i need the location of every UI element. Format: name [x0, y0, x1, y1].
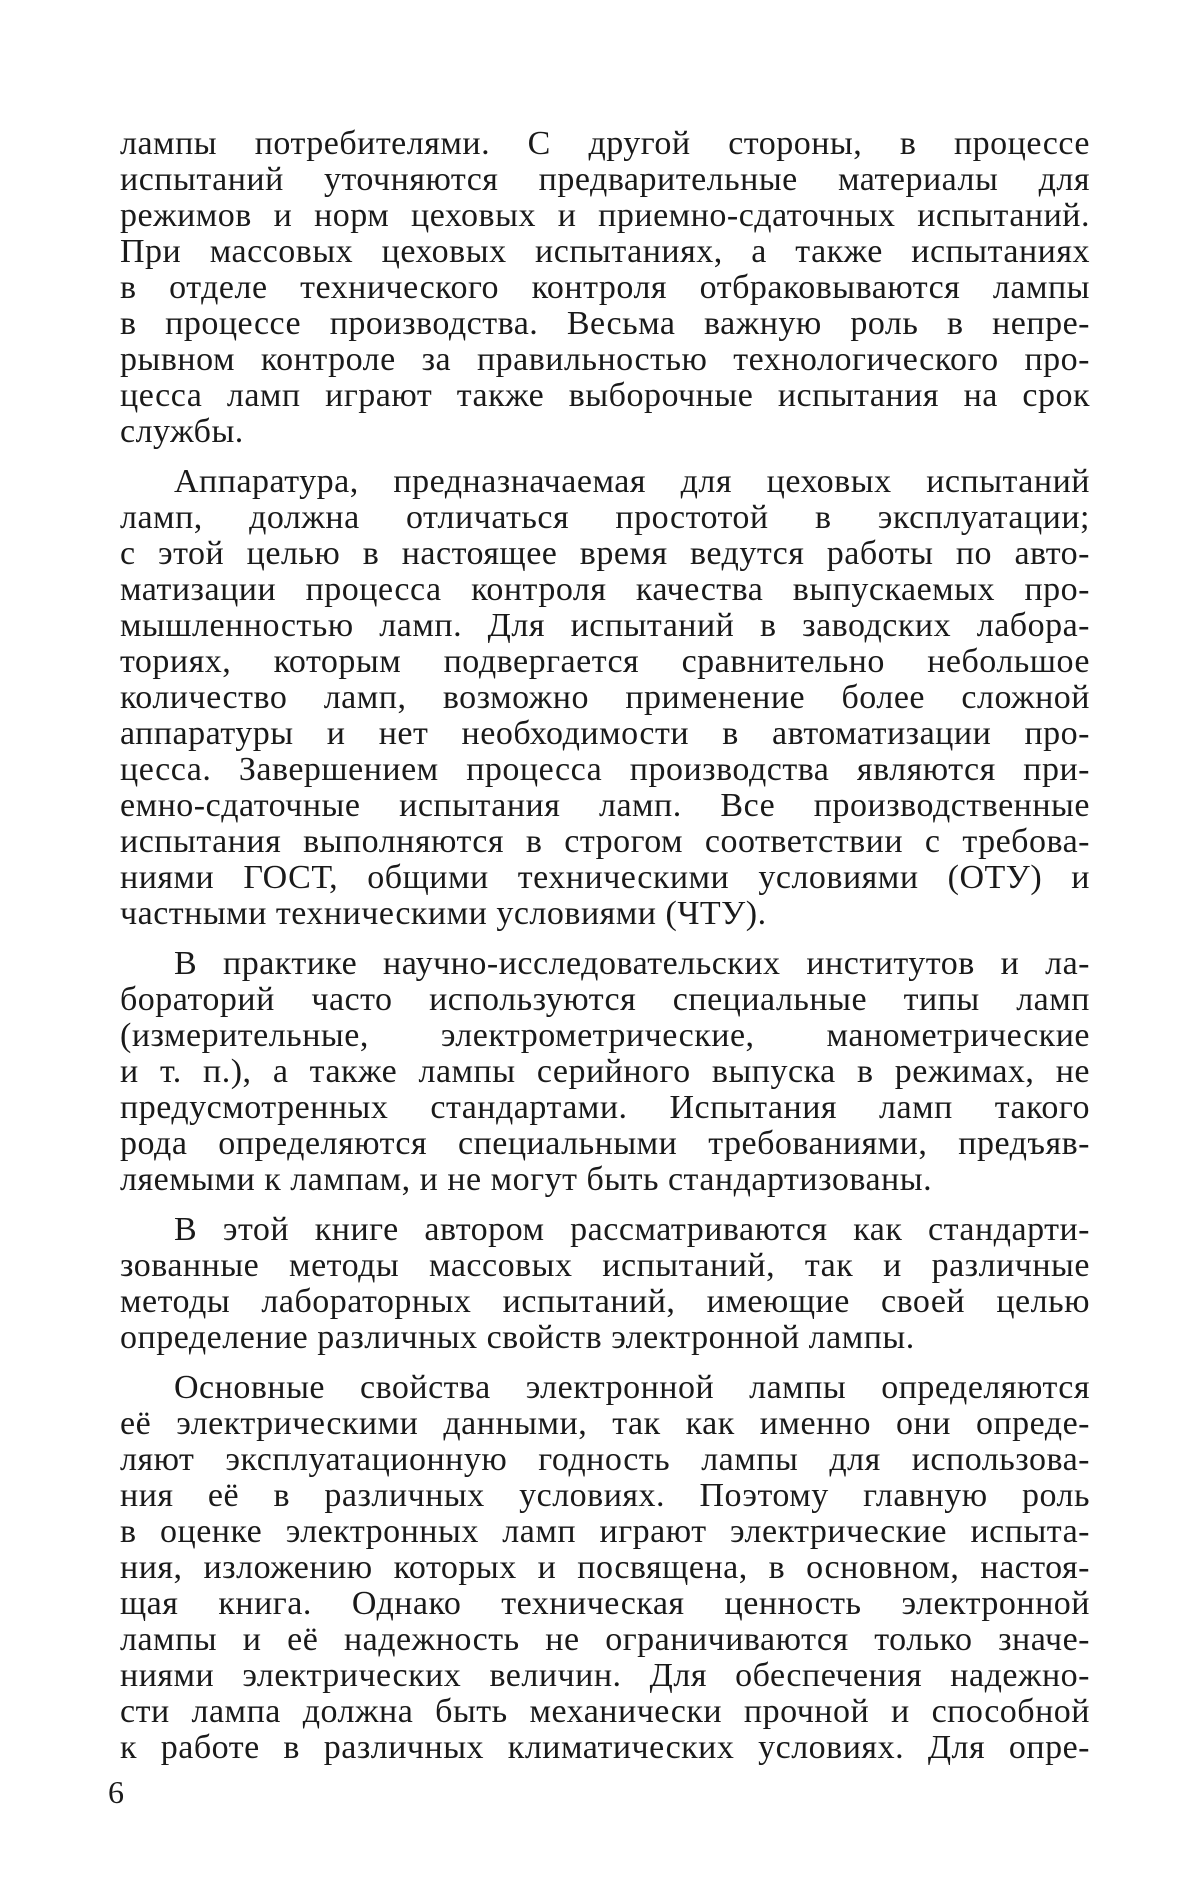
page-number: 6	[108, 1774, 124, 1810]
text-line: бораторий часто используются специальные типы ламп	[120, 981, 1090, 1018]
text-line: сти лампа должна быть механически прочной и способной	[120, 1693, 1090, 1730]
text-line: в оценке электронных ламп играют электрические испыта-	[120, 1513, 1090, 1550]
text-line: ниями электрических величин. Для обеспечения надежно-	[120, 1657, 1090, 1694]
text-line: ляемыми к лампам, и не могут быть стандартизованы.	[120, 1161, 933, 1198]
text-line: При массовых цеховых испытаниях, а также испытаниях	[120, 233, 1090, 270]
text-line: в отделе технического контроля отбраковываются лампы	[120, 269, 1090, 306]
text-line: испытания выполняются в строгом соответствии с требова-	[120, 823, 1090, 860]
text-line: ниями ГОСТ, общими техническими условиями (ОТУ) и	[120, 859, 1090, 896]
text-line: зованные методы массовых испытаний, так и различные	[120, 1247, 1090, 1284]
page-body	[120, 126, 1090, 1766]
text-line: службы.	[120, 413, 244, 450]
text-line: (измерительные, электрометрические, манометрические	[120, 1017, 1090, 1054]
paragraph-4	[120, 1212, 1090, 1356]
text-line: В этой книге автором рассматриваются как стандарти-	[174, 1211, 1090, 1248]
text-line: и т. п.), а также лампы серийного выпуска в режимах, не	[120, 1053, 1090, 1090]
text-line: щая книга. Однако техническая ценность электронной	[120, 1585, 1090, 1622]
text-line: В практике научно-исследовательских институтов и ла-	[174, 945, 1090, 982]
paragraph-5	[120, 1370, 1090, 1766]
text-line: Аппаратура, предназначаемая для цеховых испытаний	[174, 463, 1090, 500]
text-line: методы лабораторных испытаний, имеющие своей целью	[120, 1283, 1090, 1320]
paragraph-3	[120, 946, 1090, 1198]
text-line: ляют эксплуатационную годность лампы для использова-	[120, 1441, 1090, 1478]
paragraph-2	[120, 464, 1090, 932]
text-line: ния её в различных условиях. Поэтому главную роль	[120, 1477, 1090, 1514]
text-line: в процессе производства. Весьма важную роль в непре-	[120, 305, 1090, 342]
text-line: её электрическими данными, так как именно они опреде-	[120, 1405, 1090, 1442]
text-line: к работе в различных климатических условиях. Для опре-	[120, 1729, 1090, 1766]
text-line: ториях, которым подвергается сравнительно небольшое	[120, 643, 1090, 680]
text-line: определение различных свойств электронной лампы.	[120, 1319, 915, 1356]
text-line: мышленностью ламп. Для испытаний в заводских лабора-	[120, 607, 1090, 644]
text-line: лампы потребителями. С другой стороны, в процессе	[120, 125, 1090, 162]
text-line: испытаний уточняются предварительные материалы для	[120, 161, 1090, 198]
text-line: Основные свойства электронной лампы определяются	[174, 1369, 1090, 1406]
text-line: ния, изложению которых и посвящена, в основном, настоя-	[120, 1549, 1090, 1586]
text-line: лампы и её надежность не ограничиваются только значе-	[120, 1621, 1090, 1658]
text-line: режимов и норм цеховых и приемно-сдаточных испытаний.	[120, 197, 1090, 234]
text-line: матизации процесса контроля качества выпускаемых про-	[120, 571, 1090, 608]
text-line: рода определяются специальными требованиями, предъяв-	[120, 1125, 1090, 1162]
text-line: с этой целью в настоящее время ведутся работы по авто-	[120, 535, 1090, 572]
text-line: количество ламп, возможно применение более сложной	[120, 679, 1090, 716]
paragraph-1	[120, 126, 1090, 450]
text-line: предусмотренных стандартами. Испытания ламп такого	[120, 1089, 1090, 1126]
text-line: аппаратуры и нет необходимости в автоматизации про-	[120, 715, 1090, 752]
text-line: рывном контроле за правильностью технологического про-	[120, 341, 1090, 378]
text-line: частными техническими условиями (ЧТУ).	[120, 895, 767, 932]
text-line: ламп, должна отличаться простотой в эксплуатации;	[120, 499, 1090, 536]
text-line: емно-сдаточные испытания ламп. Все производственные	[120, 787, 1090, 824]
text-line: цесса ламп играют также выборочные испытания на срок	[120, 377, 1090, 414]
text-line: цесса. Завершением процесса производства являются при-	[120, 751, 1090, 788]
